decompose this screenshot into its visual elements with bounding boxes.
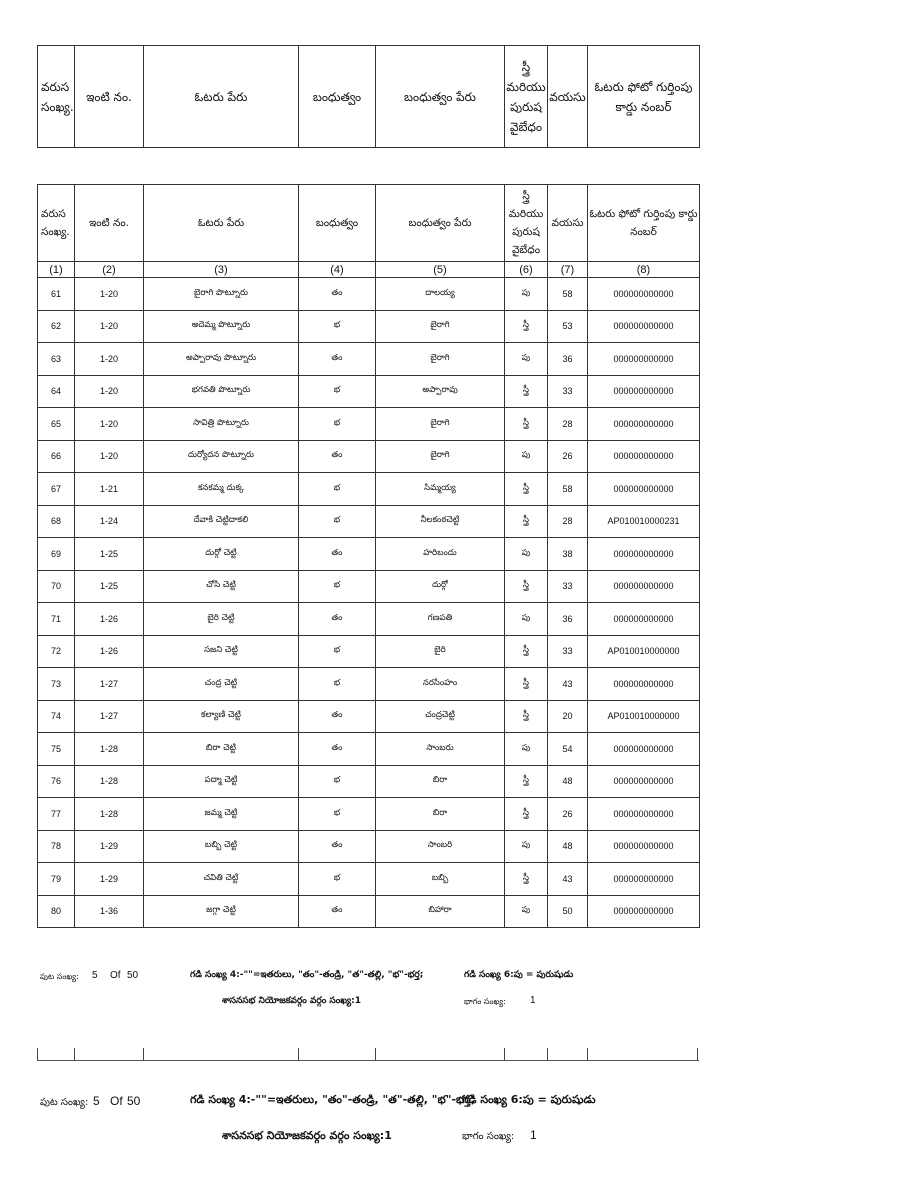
voter-name-cell: దేవాకి చెట్టిదాకలి bbox=[144, 505, 299, 538]
house-no-cell: 1-27 bbox=[75, 700, 144, 733]
relation-cell: భ bbox=[299, 863, 376, 896]
voter-name-cell: బబ్బి చెట్టి bbox=[144, 830, 299, 863]
epic-cell: AP010010000000 bbox=[588, 700, 700, 733]
top-header-table bbox=[37, 45, 700, 148]
gender-cell: పు bbox=[505, 440, 548, 473]
gender-cell: పు bbox=[505, 895, 548, 928]
relation-name-cell: చంద్రచెట్టి bbox=[376, 700, 505, 733]
gender-cell: పు bbox=[505, 830, 548, 863]
gender-cell: స్త్రీ bbox=[505, 863, 548, 896]
house-no-cell: 1-20 bbox=[75, 343, 144, 376]
epic-cell: 000000000000 bbox=[588, 863, 700, 896]
table-row bbox=[38, 830, 700, 863]
gender-cell: పు bbox=[505, 343, 548, 376]
stub-divider bbox=[547, 1048, 548, 1060]
voter-name-cell: దుర్యోదన పొట్నూరు bbox=[144, 440, 299, 473]
header-house-no: ఇంటి నం. bbox=[75, 46, 144, 148]
age-cell: 36 bbox=[548, 603, 588, 636]
epic-cell: 000000000000 bbox=[588, 570, 700, 603]
constituency: శాసనసభ నియోజకవర్గం వర్గం సంఖ్య:1 bbox=[222, 1129, 392, 1142]
header-relation-name: బంధుత్వం పేరు bbox=[376, 185, 505, 262]
gender-cell: పు bbox=[505, 538, 548, 571]
relation-name-cell: బిరా bbox=[376, 765, 505, 798]
part-label: భాగం సంఖ్య: bbox=[464, 997, 506, 1006]
serial-cell: 71 bbox=[38, 603, 75, 636]
house-no-cell: 1-29 bbox=[75, 830, 144, 863]
column-number: (3) bbox=[144, 262, 299, 278]
epic-cell: AP010010000000 bbox=[588, 635, 700, 668]
header-serial: వరుస సంఖ్య. bbox=[38, 185, 75, 262]
column6-legend: గడి సంఖ్య 6:పు = పురుషుడు bbox=[464, 970, 574, 980]
header-relation: బంధుత్వం bbox=[299, 46, 376, 148]
voter-name-cell: జగ్గా చెట్టి bbox=[144, 895, 299, 928]
house-no-cell: 1-20 bbox=[75, 278, 144, 311]
header-gender-line: మరియు bbox=[508, 208, 544, 220]
house-no-cell: 1-24 bbox=[75, 505, 144, 538]
voter-table bbox=[37, 184, 700, 928]
house-no-cell: 1-28 bbox=[75, 798, 144, 831]
table-row bbox=[38, 863, 700, 896]
serial-cell: 65 bbox=[38, 408, 75, 441]
age-cell: 58 bbox=[548, 278, 588, 311]
age-cell: 33 bbox=[548, 570, 588, 603]
header-row bbox=[38, 185, 700, 262]
page-label: పుట సంఖ్య: bbox=[40, 1097, 89, 1108]
epic-cell: AP010010000231 bbox=[588, 505, 700, 538]
gender-cell: స్త్రీ bbox=[505, 700, 548, 733]
relation-name-cell: దాలయ్య bbox=[376, 278, 505, 311]
table-row bbox=[38, 733, 700, 766]
serial-cell: 69 bbox=[38, 538, 75, 571]
table-row bbox=[38, 538, 700, 571]
stub-divider bbox=[587, 1048, 588, 1060]
table-row bbox=[38, 668, 700, 701]
header-gender bbox=[505, 46, 548, 148]
page-label: పుట సంఖ్య: bbox=[40, 972, 79, 981]
stub-divider bbox=[375, 1048, 376, 1060]
epic-cell: 000000000000 bbox=[588, 440, 700, 473]
relation-name-cell: నీలకంఠచెట్టి bbox=[376, 505, 505, 538]
gender-cell: స్త్రీ bbox=[505, 375, 548, 408]
column-number-row bbox=[38, 262, 700, 278]
age-cell: 53 bbox=[548, 310, 588, 343]
relation-cell: తం bbox=[299, 830, 376, 863]
header-serial-label: వరుస సంఖ్య. bbox=[41, 79, 74, 114]
epic-cell: 000000000000 bbox=[588, 798, 700, 831]
gender-cell: పు bbox=[505, 603, 548, 636]
house-no-cell: 1-28 bbox=[75, 765, 144, 798]
voter-name-cell: కనకమ్మ దుక్క bbox=[144, 473, 299, 506]
relation-cell: భ bbox=[299, 505, 376, 538]
gender-cell: స్త్రీ bbox=[505, 668, 548, 701]
column-number: (4) bbox=[299, 262, 376, 278]
header-epic: ఓటరు ఫోటో గుర్తింపు కార్డు నంబర్ bbox=[588, 185, 700, 262]
column-number: (5) bbox=[376, 262, 505, 278]
header-gender-line: స్త్రీ bbox=[522, 190, 530, 202]
relation-cell: తం bbox=[299, 538, 376, 571]
relation-name-cell: బిరా bbox=[376, 798, 505, 831]
serial-cell: 68 bbox=[38, 505, 75, 538]
gender-cell: స్త్రీ bbox=[505, 635, 548, 668]
stub-divider bbox=[697, 1048, 698, 1060]
epic-cell: 000000000000 bbox=[588, 603, 700, 636]
header-epic: ఓటరు ఫోటో గుర్తింపు కార్డు నంబర్ bbox=[588, 46, 700, 148]
age-cell: 43 bbox=[548, 863, 588, 896]
relation-cell: భ bbox=[299, 310, 376, 343]
table-row bbox=[38, 343, 700, 376]
relation-name-cell: బైరాగి bbox=[376, 440, 505, 473]
voter-name-cell: అప్పారావు పొట్నూరు bbox=[144, 343, 299, 376]
house-no-cell: 1-25 bbox=[75, 570, 144, 603]
voter-name-cell: చవితి చెట్టి bbox=[144, 863, 299, 896]
column6-legend: గడి సంఖ్య 6:పు = పురుషుడు bbox=[462, 1093, 596, 1106]
serial-cell: 76 bbox=[38, 765, 75, 798]
epic-cell: 000000000000 bbox=[588, 343, 700, 376]
relation-cell: భ bbox=[299, 570, 376, 603]
serial-cell: 75 bbox=[38, 733, 75, 766]
table-row bbox=[38, 603, 700, 636]
relation-cell: భ bbox=[299, 765, 376, 798]
serial-cell: 70 bbox=[38, 570, 75, 603]
stub-divider bbox=[37, 1048, 38, 1060]
relation-cell: భ bbox=[299, 798, 376, 831]
voter-name-cell: జమ్మ చెట్టి bbox=[144, 798, 299, 831]
house-no-cell: 1-20 bbox=[75, 440, 144, 473]
header-house-no: ఇంటి నం. bbox=[75, 185, 144, 262]
age-cell: 50 bbox=[548, 895, 588, 928]
epic-cell: 000000000000 bbox=[588, 538, 700, 571]
voter-name-cell: బైరాగి పొట్నూరు bbox=[144, 278, 299, 311]
house-no-cell: 1-21 bbox=[75, 473, 144, 506]
voter-name-cell: అదెమ్మ పొట్నూరు bbox=[144, 310, 299, 343]
of-label: Of bbox=[110, 1094, 123, 1108]
voter-name-cell: సావిత్రి పొట్నూరు bbox=[144, 408, 299, 441]
house-no-cell: 1-27 bbox=[75, 668, 144, 701]
serial-cell: 77 bbox=[38, 798, 75, 831]
house-no-cell: 1-20 bbox=[75, 408, 144, 441]
header-voter-name: ఓటరు పేరు bbox=[144, 185, 299, 262]
stub-divider bbox=[298, 1048, 299, 1060]
house-no-cell: 1-20 bbox=[75, 310, 144, 343]
relation-cell: భ bbox=[299, 473, 376, 506]
header-relation-name: బంధుత్వం పేరు bbox=[376, 46, 505, 148]
house-no-cell: 1-28 bbox=[75, 733, 144, 766]
serial-cell: 78 bbox=[38, 830, 75, 863]
column-number: (8) bbox=[588, 262, 700, 278]
relation-name-cell: బైరి bbox=[376, 635, 505, 668]
relation-name-cell: బైరాగి bbox=[376, 310, 505, 343]
epic-cell: 000000000000 bbox=[588, 310, 700, 343]
relation-name-cell: నరసింహం bbox=[376, 668, 505, 701]
serial-cell: 74 bbox=[38, 700, 75, 733]
header-gender-line: మరియు bbox=[506, 79, 546, 94]
age-cell: 33 bbox=[548, 635, 588, 668]
relation-cell: తం bbox=[299, 278, 376, 311]
voter-name-cell: చంద్ర చెట్టి bbox=[144, 668, 299, 701]
serial-cell: 80 bbox=[38, 895, 75, 928]
gender-cell: స్త్రీ bbox=[505, 310, 548, 343]
constituency: శాసనసభ నియోజకవర్గం వర్గం సంఖ్య:1 bbox=[222, 996, 361, 1006]
column-number: (6) bbox=[505, 262, 548, 278]
header-gender bbox=[505, 185, 548, 262]
epic-cell: 000000000000 bbox=[588, 278, 700, 311]
age-cell: 38 bbox=[548, 538, 588, 571]
epic-cell: 000000000000 bbox=[588, 668, 700, 701]
relation-cell: భ bbox=[299, 668, 376, 701]
gender-cell: స్త్రీ bbox=[505, 798, 548, 831]
part-number: 1 bbox=[530, 1128, 537, 1142]
header-row bbox=[38, 46, 700, 148]
table-row bbox=[38, 895, 700, 928]
stub-divider bbox=[143, 1048, 144, 1060]
page-total: 50 bbox=[127, 970, 139, 981]
age-cell: 54 bbox=[548, 733, 588, 766]
relation-name-cell: బైరాగి bbox=[376, 343, 505, 376]
relation-name-cell: దుర్గో bbox=[376, 570, 505, 603]
relation-cell: తం bbox=[299, 603, 376, 636]
gender-cell: స్త్రీ bbox=[505, 765, 548, 798]
serial-cell: 63 bbox=[38, 343, 75, 376]
age-cell: 48 bbox=[548, 830, 588, 863]
serial-cell: 66 bbox=[38, 440, 75, 473]
header-gender-line: పురుష bbox=[510, 99, 542, 114]
age-cell: 43 bbox=[548, 668, 588, 701]
table-row bbox=[38, 440, 700, 473]
house-no-cell: 1-25 bbox=[75, 538, 144, 571]
column-number: (2) bbox=[75, 262, 144, 278]
column4-legend: గడి సంఖ్య 4:-""=ఇతరులు, "తం"-తండ్రి, "త"-తల్లి, "భ"-భర్త; bbox=[190, 970, 424, 980]
epic-cell: 000000000000 bbox=[588, 830, 700, 863]
header-gender-line: పురుష bbox=[512, 226, 540, 238]
stub-divider bbox=[74, 1048, 75, 1060]
age-cell: 26 bbox=[548, 440, 588, 473]
table-row bbox=[38, 310, 700, 343]
part-label: భాగం సంఖ్య: bbox=[462, 1131, 515, 1142]
age-cell: 36 bbox=[548, 343, 588, 376]
column-number: (1) bbox=[38, 262, 75, 278]
table-row bbox=[38, 570, 700, 603]
voter-name-cell: పద్మా చెట్టి bbox=[144, 765, 299, 798]
epic-cell: 000000000000 bbox=[588, 473, 700, 506]
relation-name-cell: బబ్బి bbox=[376, 863, 505, 896]
relation-name-cell: బిహారా bbox=[376, 895, 505, 928]
relation-cell: భ bbox=[299, 635, 376, 668]
header-voter-name: ఓటరు పేరు bbox=[144, 46, 299, 148]
table-row bbox=[38, 700, 700, 733]
column-number: (7) bbox=[548, 262, 588, 278]
voter-name-cell: బిరా చెట్టి bbox=[144, 733, 299, 766]
relation-name-cell: బైరాగి bbox=[376, 408, 505, 441]
relation-cell: తం bbox=[299, 895, 376, 928]
house-no-cell: 1-29 bbox=[75, 863, 144, 896]
gender-cell: స్త్రీ bbox=[505, 473, 548, 506]
serial-cell: 62 bbox=[38, 310, 75, 343]
gender-cell: స్త్రీ bbox=[505, 570, 548, 603]
serial-cell: 64 bbox=[38, 375, 75, 408]
table-row bbox=[38, 505, 700, 538]
house-no-cell: 1-20 bbox=[75, 375, 144, 408]
serial-cell: 73 bbox=[38, 668, 75, 701]
age-cell: 58 bbox=[548, 473, 588, 506]
age-cell: 20 bbox=[548, 700, 588, 733]
relation-cell: తం bbox=[299, 343, 376, 376]
relation-cell: భ bbox=[299, 408, 376, 441]
relation-name-cell: అప్పారావు bbox=[376, 375, 505, 408]
part-number: 1 bbox=[530, 995, 536, 1006]
table-row bbox=[38, 278, 700, 311]
header-serial bbox=[38, 46, 75, 148]
epic-cell: 000000000000 bbox=[588, 408, 700, 441]
table-row bbox=[38, 375, 700, 408]
column4-legend: గడి సంఖ్య 4:-""=ఇతరులు, "తం"-తండ్రి, "త"-తల్లి, "భ"-భర్త; bbox=[190, 1093, 476, 1106]
age-cell: 33 bbox=[548, 375, 588, 408]
voter-name-cell: సజని చెట్టి bbox=[144, 635, 299, 668]
table-row bbox=[38, 473, 700, 506]
serial-cell: 61 bbox=[38, 278, 75, 311]
page-number: 5 bbox=[92, 970, 98, 981]
header-relation: బంధుత్వం bbox=[299, 185, 376, 262]
relation-cell: తం bbox=[299, 440, 376, 473]
voter-name-cell: భగవతి పొట్నూరు bbox=[144, 375, 299, 408]
gender-cell: స్త్రీ bbox=[505, 505, 548, 538]
stub-divider bbox=[504, 1048, 505, 1060]
page-number: 5 bbox=[93, 1094, 100, 1108]
table-row bbox=[38, 798, 700, 831]
relation-cell: భ bbox=[299, 375, 376, 408]
voter-name-cell: చోసి చెట్టి bbox=[144, 570, 299, 603]
table-stub bbox=[37, 1048, 699, 1061]
age-cell: 28 bbox=[548, 505, 588, 538]
house-no-cell: 1-26 bbox=[75, 635, 144, 668]
epic-cell: 000000000000 bbox=[588, 895, 700, 928]
epic-cell: 000000000000 bbox=[588, 733, 700, 766]
relation-name-cell: సాంబరి bbox=[376, 830, 505, 863]
epic-cell: 000000000000 bbox=[588, 765, 700, 798]
of-label: Of bbox=[110, 970, 121, 981]
header-gender-line: వైబేధం bbox=[509, 119, 543, 134]
voter-name-cell: దుర్గో చెట్టి bbox=[144, 538, 299, 571]
age-cell: 48 bbox=[548, 765, 588, 798]
relation-name-cell: సాంబరు bbox=[376, 733, 505, 766]
house-no-cell: 1-36 bbox=[75, 895, 144, 928]
header-age: వయసు bbox=[548, 185, 588, 262]
table-row bbox=[38, 635, 700, 668]
header-gender-line: స్త్రీ bbox=[521, 59, 531, 74]
header-age: వయసు bbox=[548, 46, 588, 148]
table-row bbox=[38, 408, 700, 441]
serial-cell: 67 bbox=[38, 473, 75, 506]
gender-cell: స్త్రీ bbox=[505, 408, 548, 441]
relation-name-cell: హరిబందు bbox=[376, 538, 505, 571]
voter-name-cell: బైరి చెట్టి bbox=[144, 603, 299, 636]
house-no-cell: 1-26 bbox=[75, 603, 144, 636]
serial-cell: 79 bbox=[38, 863, 75, 896]
age-cell: 28 bbox=[548, 408, 588, 441]
age-cell: 26 bbox=[548, 798, 588, 831]
relation-name-cell: గణపతి bbox=[376, 603, 505, 636]
voter-name-cell: కల్యాణి చెట్టి bbox=[144, 700, 299, 733]
gender-cell: పు bbox=[505, 278, 548, 311]
header-gender-line: వైబేధం bbox=[511, 244, 541, 256]
epic-cell: 000000000000 bbox=[588, 375, 700, 408]
table-row bbox=[38, 765, 700, 798]
relation-cell: తం bbox=[299, 733, 376, 766]
relation-cell: తం bbox=[299, 700, 376, 733]
serial-cell: 72 bbox=[38, 635, 75, 668]
relation-name-cell: సిమ్మయ్య bbox=[376, 473, 505, 506]
gender-cell: పు bbox=[505, 733, 548, 766]
page-total: 50 bbox=[127, 1094, 141, 1108]
